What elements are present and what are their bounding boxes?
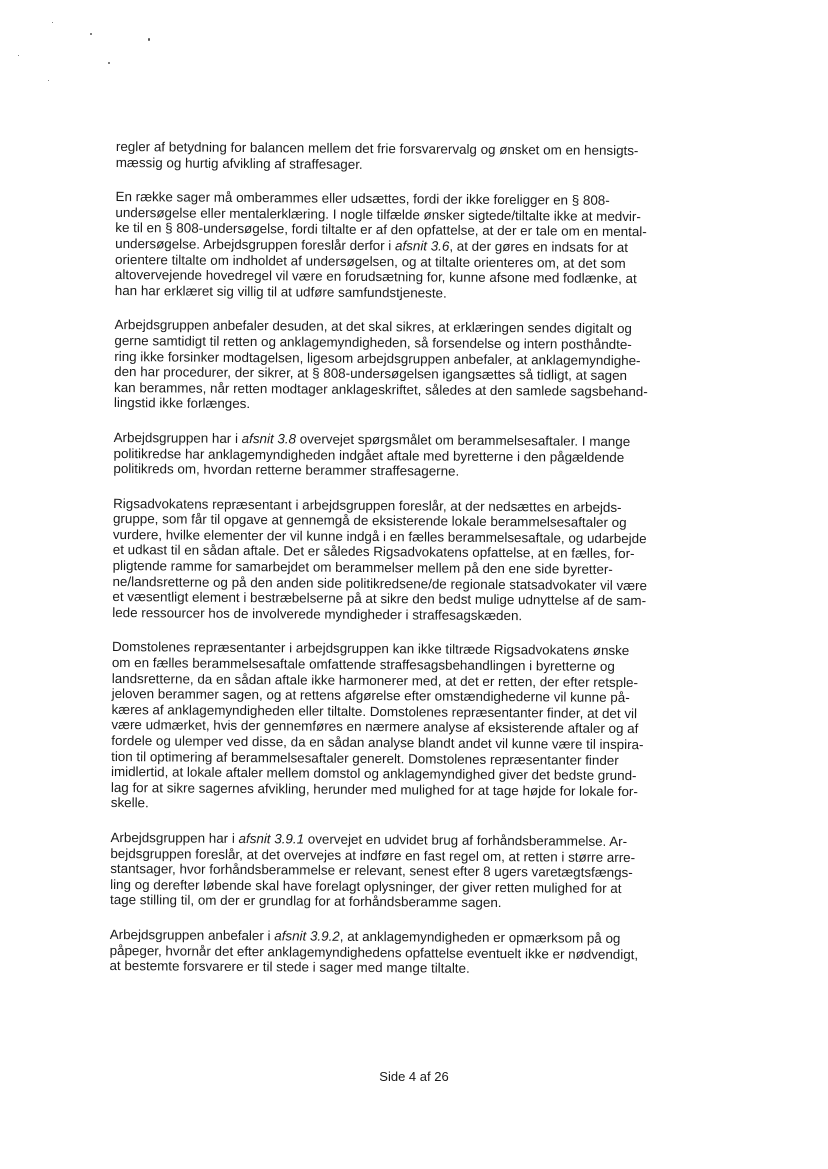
paragraph	[112, 496, 699, 625]
paragraph-text: Arbejdsgruppen anbefaler desuden, at det skal sikres, at erklæringen sendes digitalt og gerne samtidigt til retten og anklagemyndigheden, så forsendelse og intern posthåndte- ring ikke forsinker modtagelsen, ligesom arbejdsgruppen anbefaler, at anklagemyndighe- den har procedurer, der sikrer, at § 808-undersøgelsen igangsættes så tidligt, at sagen kan berammes, når retten modtager anklageskriftet, således at den samlede sagsbehand- lingstid ikke forlænges.	[113, 317, 648, 412]
paragraph-text: overvejet en udvidet brug af forhåndsberammelse. Ar- bejdsgruppen foreslår, at det overvejes at indføre en fast regel om, at retten i større arre- stantsager, hvor forhåndsberammelse er relevant, senest efter 8 ugers varetægtsfængs- ling og derefter løbende skal have forelagt oplysninger, der giver retten mulighed for at tage stilling til, om der er grundlag for at forhåndsberamme sagen.	[109, 831, 636, 911]
paragraph	[113, 430, 699, 481]
paragraph-text: , at der gøres en indsats for at orientere tiltalte om indholdet af undersøgelsen, og at tiltalte orienteres om, at det som altovervejende hovedregel vil være en forudsætning for, kunne afsone med fodlænke, at han har erklæret sig villig til at udføre samfundstjeneste.	[114, 238, 637, 301]
paragraph-text: overvejet spørgsmålet om berammelsesaftaler. I mange politikredse har anklagemyndigheden indgået aftale med byretterne i den pågældende politikreds om, hvordan retterne berammer straffesagerne.	[113, 431, 631, 479]
paragraph-text: Rigsadvokatens repræsentant i arbejdsgruppen foreslår, at der nedsættes en arbejds- gruppe, som får til opgave at gennemgå de eksisterende lokale berammelsesaftaler og vurdere, hvilke elementer der vil kunne indgå i en fælles berammelsesaftale, og udarbejde et udkast til en sådan aftale. Det er således Rigsadvokatens opfattelse, at en fælles, for- pligtende ramme for samarbejdet om berammelser mellem på den ene side byretter- ne/landsretterne og på den anden side politikredsene/de regionale statsadvokater vil være et væsentligt element i bestræbelserne på at sikre den bedst mulige udnyttelse af de sam- lede ressourcer hos de involverede myndigheder i straffesagskæden.	[112, 495, 648, 624]
section-reference: afsnit 3.9.1	[238, 830, 305, 847]
scan-speck	[90, 33, 92, 35]
paragraph-text: regler af betydning for balancen mellem det frie forsvarervalg og ønsket om en hensigts- mæssig og hurtig afvikling af straffesager.	[115, 139, 639, 172]
paragraph-text: Arbejdsgruppen har i	[113, 429, 242, 446]
body-text	[109, 139, 702, 997]
page-number: Side 4 af 26	[379, 1069, 449, 1084]
section-reference: afsnit 3.6	[394, 238, 450, 254]
section-reference: afsnit 3.9.2	[274, 928, 340, 944]
paragraph-text: , at anklagemyndigheden er opmærksom på og påpeger, hvornår det efter anklagemyndighedens opfattelse eventuelt ikke er nødvendigt, at bestemte forsvarere er til stede i sager med mange tiltalte.	[109, 928, 639, 976]
scan-speck	[52, 22, 53, 23]
scan-speck	[48, 80, 49, 81]
section-reference: afsnit 3.8	[241, 430, 297, 447]
paragraph	[110, 830, 697, 913]
paragraph	[111, 639, 698, 815]
paragraph	[109, 927, 695, 978]
paragraph-text: Arbejdsgruppen har i	[110, 829, 239, 846]
paragraph	[114, 317, 701, 415]
paragraph	[116, 139, 702, 175]
paragraph-text: Domstolenes repræsentanter i arbejdsgruppen kan ikke tiltræde Rigsadvokatens ønske om en fælles berammelsesaftale omfattende straffesagsbehandlingen i byretterne og landsretterne, da en sådan aftale ikke harmonerer med, at det er retten, der efter retsple- jeloven berammer sagen, og at rettens afgørelse efter omstændighederne vil kunne på- kæres af anklagemyndigheden eller tiltalte. Domstolenes repræsentanter finder, at det vil være udmærket, hvis der gennemføres en nærmere analyse af eksisterende aftaler og af fordele og ulemper ved disse, da en sådan analyse blandt andet vil kunne være til inspira- tion til optimering af berammelsesaftaler generelt. Domstolenes repræsentanter finder imidlertid, at lokale aftaler mellem domstol og anklagemyndighed giver det bedste grund- lag for at sikre sagernes afvikling, herunder med mulighed for at tage højde for lokale for- skelle.	[110, 639, 644, 811]
scan-speck	[108, 62, 110, 64]
paragraph-text: En række sager må omberammes eller udsættes, fordi der ikke foreligger en § 808- undersøgelse eller mentalerklæring. I nogle tilfælde ønsker sigtede/tiltalte ikke at medvir- ke til en § 808-undersøgelse, fordi tiltalte er af den opfattelse, at der er tale om en mental- undersøgelse. Arbejdsgruppen foreslår derfor i	[115, 189, 647, 254]
scan-speck	[18, 55, 19, 56]
scan-speck	[148, 38, 150, 41]
paragraph-text: Arbejdsgruppen anbefaler i	[109, 926, 275, 944]
paragraph	[115, 189, 702, 303]
